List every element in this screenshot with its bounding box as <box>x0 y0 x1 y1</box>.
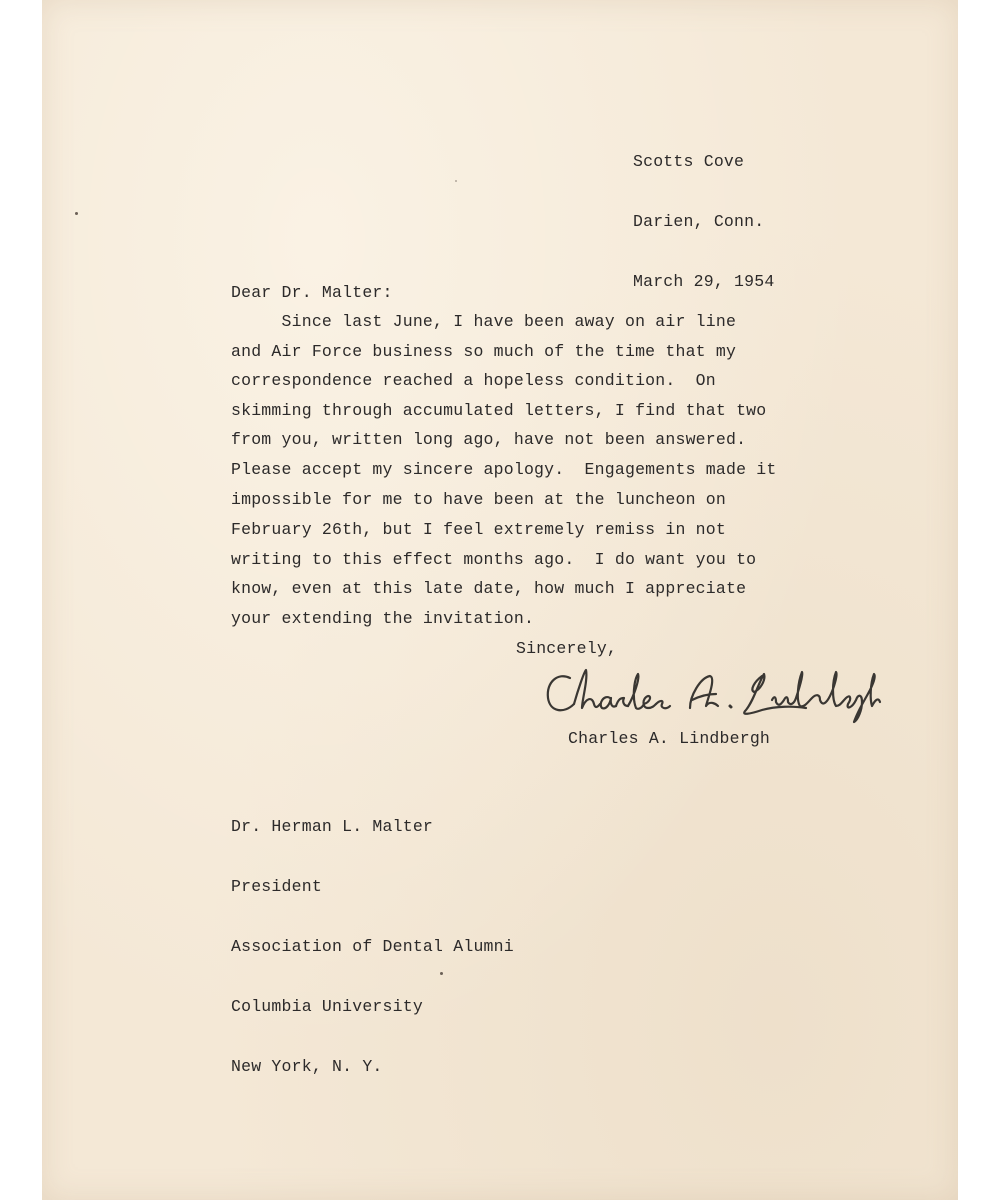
paper-speck <box>75 212 78 215</box>
typed-signature-name: Charles A. Lindbergh <box>568 729 771 748</box>
recipient-address-line: Dr. Herman L. Malter <box>231 817 434 836</box>
paper-speck <box>455 180 457 182</box>
closing: Sincerely, <box>516 639 618 658</box>
recipient-address-line: Association of Dental Alumni <box>231 937 514 956</box>
letter-date: March 29, 1954 <box>633 272 775 291</box>
sender-address <box>633 112 774 312</box>
sender-address-line: Darien, Conn. <box>633 212 765 231</box>
body-line: skimming through accumulated letters, I find that two <box>231 401 767 420</box>
body-line: Please accept my sincere apology. Engagements made it <box>231 460 777 479</box>
recipient-address-line: New York, N. Y. <box>231 1057 383 1076</box>
recipient-address <box>231 777 514 1097</box>
recipient-address-line: President <box>231 877 322 896</box>
body-line: Since last June, I have been away on air line <box>231 312 737 331</box>
body-line: impossible for me to have been at the luncheon on <box>231 490 726 509</box>
body-line: February 26th, but I feel extremely remiss in not <box>231 520 726 539</box>
body-line: your extending the invitation. <box>231 609 535 628</box>
paper-speck <box>440 972 443 975</box>
recipient-address-line: Columbia University <box>231 997 423 1016</box>
body-line: correspondence reached a hopeless condition. On <box>231 371 716 390</box>
body-line: and Air Force business so much of the time that my <box>231 342 737 361</box>
signature-image <box>540 660 890 730</box>
body-line: writing to this effect months ago. I do want you to <box>231 550 757 569</box>
body-line: from you, written long ago, have not been answered. <box>231 430 747 449</box>
salutation: Dear Dr. Malter: <box>231 283 393 302</box>
sender-address-line: Scotts Cove <box>633 152 745 171</box>
body-line: know, even at this late date, how much I appreciate <box>231 579 747 598</box>
